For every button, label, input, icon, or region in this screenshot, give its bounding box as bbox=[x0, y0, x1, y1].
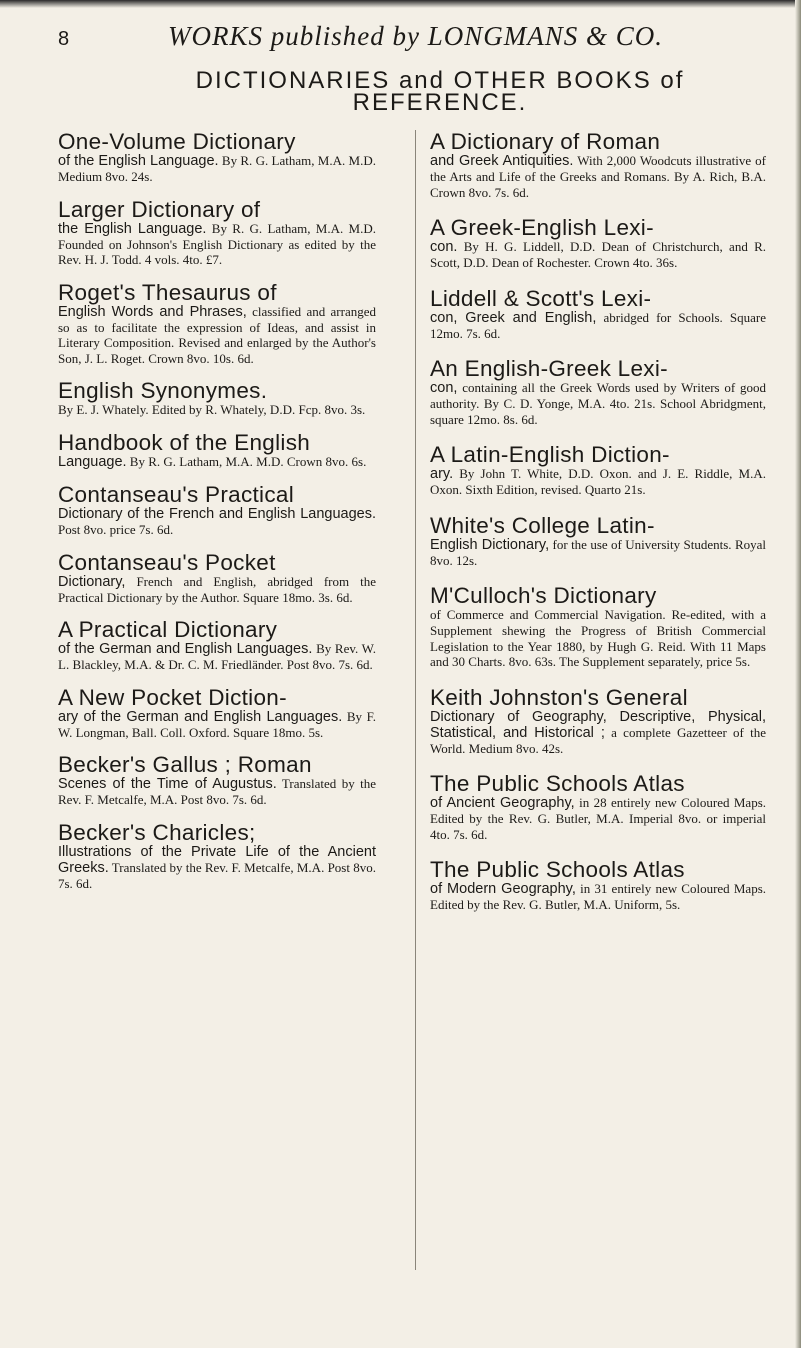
entry-title: A Dictionary of Roman bbox=[430, 129, 661, 154]
entry-subtitle: of Modern Geography, bbox=[430, 881, 576, 897]
entry-beckers-charicles bbox=[58, 821, 376, 892]
entry-english-synonymes bbox=[58, 379, 376, 418]
entry-english-greek-lexicon bbox=[430, 357, 766, 427]
page-right-edge bbox=[795, 0, 801, 1348]
entry-subtitle: the English Language. bbox=[58, 220, 207, 237]
entry-title: A Greek-English Lexi- bbox=[430, 215, 654, 240]
entry-subtitle: Illustrations of the Private Life of the Ancient Greeks. bbox=[58, 843, 376, 876]
entry-text: By R. G. Latham, M.A. M.D. Crown 8vo. 6s. bbox=[129, 454, 367, 469]
entry-text: By F. W. Longman, Ball. Coll. Oxford. Square 18mo. 5s. bbox=[58, 708, 377, 740]
entry-subtitle: Language. bbox=[58, 454, 127, 470]
section-title-line-1: DICTIONARIES and OTHER BOOKS of bbox=[195, 67, 685, 94]
entry-latin-english-dictionary bbox=[430, 443, 766, 498]
entry-text: Translated by the Rev. F. Metcalfe, M.A. Post 8vo. 7s. 6d. bbox=[58, 859, 376, 891]
entry-public-schools-atlas-modern bbox=[430, 858, 766, 913]
entry-greek-english-lexicon bbox=[430, 216, 766, 271]
entry-beckers-gallus bbox=[58, 753, 376, 808]
entry-text: By John T. White, D.D. Oxon. and J. E. Riddle, M.A. Oxon. Sixth Edition, revised. Quarto 21s. bbox=[430, 466, 767, 497]
entry-subtitle: con, Greek and English, bbox=[430, 309, 597, 326]
entry-subtitle: con, bbox=[430, 380, 458, 396]
entry-text: By E. J. Whately. Edited by R. Whately, D.D. Fcp. 8vo. 3s. bbox=[58, 402, 366, 417]
entry-text: Post 8vo. price 7s. 6d. bbox=[58, 522, 174, 537]
entry-public-schools-atlas-ancient bbox=[430, 772, 766, 842]
entry-title: M'Culloch's Dictionary bbox=[430, 583, 657, 608]
entry-text: By R. G. Latham, M.A. M.D. Founded on Johnson's English Dictionary as edited by the Rev. H. J. Todd. 4 vols. 4to. £7. bbox=[58, 220, 376, 267]
entry-subtitle: Scenes of the Time of Augustus. bbox=[58, 776, 277, 792]
entry-subtitle: English Dictionary, bbox=[430, 536, 550, 553]
entry-keith-johnston bbox=[430, 686, 766, 757]
entry-subtitle: and Greek Antiquities. bbox=[430, 153, 574, 169]
entry-liddell-scott-lexicon bbox=[430, 287, 766, 342]
entry-text: French and English, abridged from the Practical Dictionary by the Author. Square 18mo. 3s. 6d. bbox=[58, 573, 376, 605]
entry-text: abridged for Schools. Square 12mo. 7s. 6d. bbox=[430, 309, 766, 341]
entry-new-pocket-german-dictionary bbox=[58, 686, 376, 741]
entry-rogets-thesaurus bbox=[58, 281, 376, 367]
entry-text: By R. G. Latham, M.A. M.D. Medium 8vo. 24s. bbox=[58, 153, 376, 184]
entry-text: containing all the Greek Words used by Writers of good authority. By C. D. Yonge, M.A. 4to. 21s. School Abridgment, square 12mo. 8s. 6d. bbox=[430, 380, 766, 427]
entry-title: The Public Schools Atlas bbox=[430, 857, 685, 882]
entry-subtitle: Dictionary, bbox=[58, 573, 126, 590]
entry-title: Contanseau's Pocket bbox=[58, 549, 276, 575]
entry-title: Roget's Thesaurus of bbox=[58, 279, 277, 305]
column-divider bbox=[415, 130, 416, 1270]
entry-title: Liddell & Scott's Lexi- bbox=[430, 285, 652, 311]
entry-title: An English-Greek Lexi- bbox=[430, 356, 668, 381]
entry-title: White's College Latin- bbox=[430, 512, 655, 538]
entry-text: With 2,000 Woodcuts illustrative of the Arts and Life of the Greeks and Romans. By A. Rich, B.A. Crown 8vo. 7s. 6d. bbox=[430, 153, 767, 200]
entry-contanseau-practical bbox=[58, 483, 376, 538]
section-title bbox=[90, 67, 790, 116]
entry-title: The Public Schools Atlas bbox=[430, 771, 685, 796]
entry-subtitle: Dictionary of the French and English Languages. bbox=[58, 506, 376, 522]
entry-handbook-english-language bbox=[58, 431, 376, 470]
entry-subtitle: ary. bbox=[430, 466, 454, 482]
entry-title: Becker's Gallus ; Roman bbox=[58, 752, 312, 777]
entry-whites-college-latin bbox=[430, 514, 766, 569]
entry-title: A Latin-English Diction- bbox=[430, 442, 670, 467]
running-head-title: WORKS published by LONGMANS & CO. bbox=[168, 21, 663, 51]
entry-one-volume-dictionary bbox=[58, 130, 376, 185]
entry-title: Becker's Charicles; bbox=[58, 819, 256, 845]
entry-title: Contanseau's Practical bbox=[58, 482, 295, 507]
entry-title: Larger Dictionary of bbox=[58, 196, 261, 222]
entry-subtitle: of Ancient Geography, bbox=[430, 795, 575, 811]
entry-roman-greek-antiquities bbox=[430, 130, 766, 200]
entry-text: classified and arranged so as to facilitate the expression of Ideas, and assist in Literary Composition. Revised and enlarged by the Author's Son, J. L. Roget. Crown 8vo. 10s. 6d. bbox=[58, 303, 376, 366]
entry-subtitle: ary of the German and English Languages. bbox=[58, 708, 343, 725]
right-column bbox=[430, 130, 766, 929]
entry-text: a complete Gazetteer of the World. Medium 8vo. 42s. bbox=[430, 724, 766, 756]
entry-subtitle: of the English Language. bbox=[58, 153, 219, 169]
entry-larger-dictionary bbox=[58, 198, 376, 268]
entry-text: of Commerce and Commercial Navigation. Re-edited, with a Supplement shewing the Progress of British Commercial Legislation to the Year 1880, by Hugh G. Reid. With 11 Maps and 30 Charts. 8vo. 63s. The Supplement separately, price 5s. bbox=[430, 607, 766, 669]
entry-subtitle: of the German and English Languages. bbox=[58, 641, 313, 657]
left-column bbox=[58, 130, 376, 904]
entry-text: Translated by the Rev. F. Metcalfe, M.A. Post 8vo. 7s. 6d. bbox=[58, 776, 376, 807]
entry-subtitle: Dictionary of Geography, Descriptive, Physical, Statistical, and Historical ; bbox=[430, 708, 766, 741]
entry-practical-german-dictionary bbox=[58, 618, 376, 673]
entry-title: One-Volume Dictionary bbox=[58, 129, 296, 154]
section-title-line-2: REFERENCE. bbox=[352, 89, 528, 116]
entry-text: By Rev. W. L. Blackley, M.A. & Dr. C. M. Friedländer. Post 8vo. 7s. 6d. bbox=[58, 641, 376, 672]
entry-text: in 28 entirely new Coloured Maps. Edited by the Rev. G. Butler, M.A. Imperial 8vo. or imperial 4to. 7s. 6d. bbox=[430, 795, 766, 842]
entry-text: for the use of University Students. Royal 8vo. 12s. bbox=[430, 536, 766, 568]
entry-mcullochs-dictionary bbox=[430, 584, 766, 670]
entry-title: Keith Johnston's General bbox=[430, 684, 688, 710]
entry-subtitle: con. bbox=[430, 239, 458, 255]
entry-title: Handbook of the English bbox=[58, 430, 311, 455]
entry-title: A New Pocket Diction- bbox=[58, 684, 287, 710]
page-number: 8 bbox=[58, 28, 70, 50]
page-top-edge bbox=[0, 0, 801, 8]
entry-title: A Practical Dictionary bbox=[58, 617, 278, 642]
entry-contanseau-pocket bbox=[58, 551, 376, 606]
entry-title: English Synonymes. bbox=[58, 378, 268, 403]
entry-text: in 31 entirely new Coloured Maps. Edited by the Rev. G. Butler, M.A. Uniform, 5s. bbox=[430, 881, 767, 912]
running-head bbox=[58, 20, 758, 55]
entry-text: By H. G. Liddell, D.D. Dean of Christchurch, and R. Scott, D.D. Dean of Rochester. Crown 4to. 36s. bbox=[430, 239, 767, 270]
entry-subtitle: English Words and Phrases, bbox=[58, 303, 247, 320]
